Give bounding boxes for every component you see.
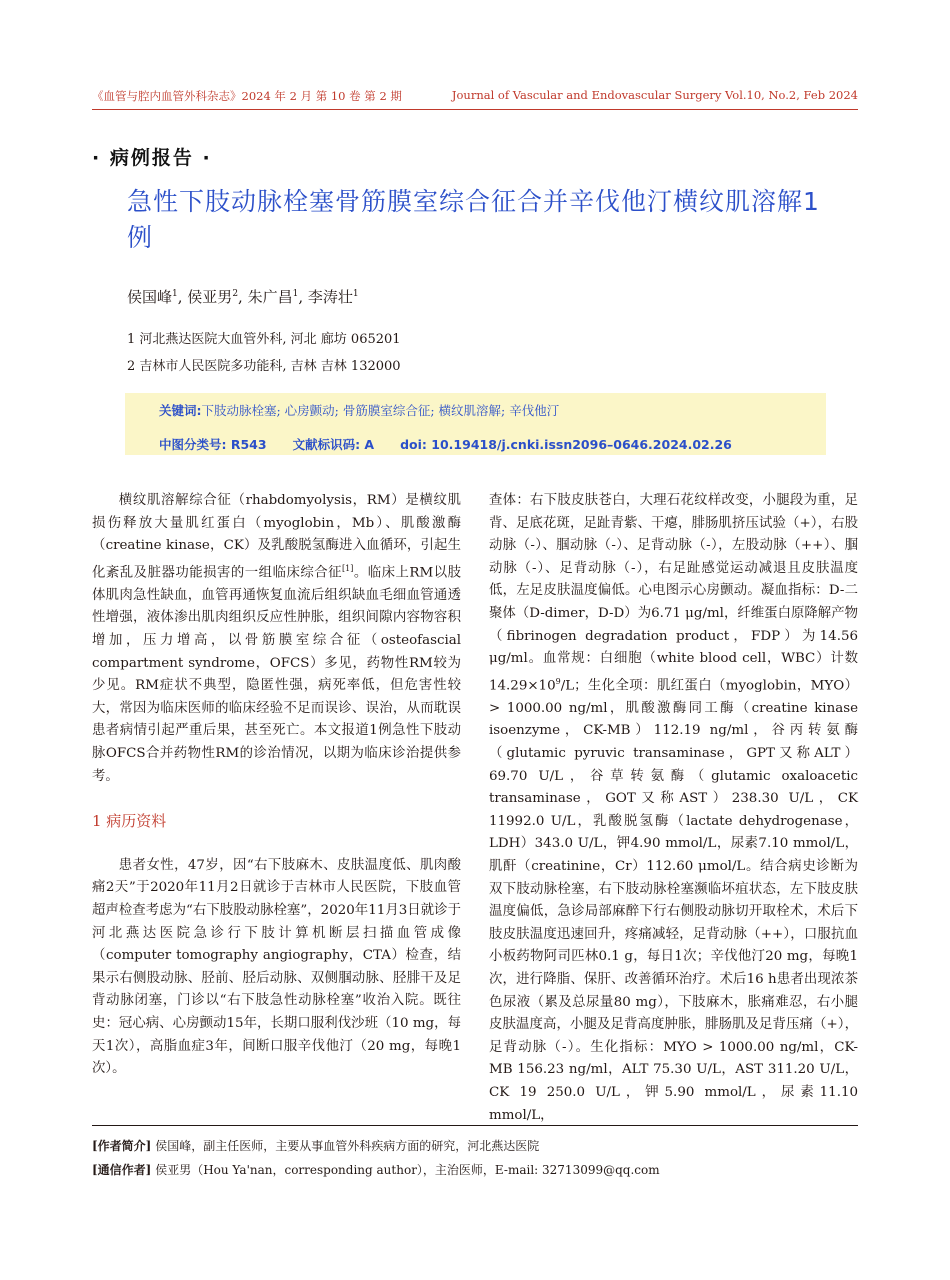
author-list: 侯国峰$^1$, 侯亚男$^2$, 朱广昌$^1$, 李涛壮$^1$ [127, 288, 359, 306]
affiliation-1: 1 河北燕达医院大血管外科, 河北 廊坊 065201 [127, 332, 401, 347]
author-name: 侯亚男 [187, 288, 233, 306]
keywords-text: 下肢动脉栓塞; 心房颤动; 骨筋膜室综合征; 横纹肌溶解; 辛伐他汀 [201, 403, 560, 418]
exam-paragraph [489, 490, 858, 1127]
body-column-right [489, 490, 858, 1127]
exam-text-cont: /L；生化全项：肌红蛋白（myoglobin，MYO）> 1000.00 ng/ml，肌酸激酶同工酶（creatine kinase isoenzyme，CK-MB）112.19 ng/ml，谷丙转氨酶（glutamic pyruvic transaminase，GPT又称ALT）69.70 U/L，谷草转氨酶（glutamic oxaloacetic transaminase，GOT又称AST）238.30 U/L，CK 11992.0 U/L，乳酸脱氢酶（lactate dehydrogenase，LDH）343.0 U/L，钾4.90 mmol/L，尿素7.10 mmol/L，肌酐（creatinine，Cr）112.60 μmol/L。结合病史诊断为双下肢动脉栓塞，右下肢动脉栓塞濒临坏疽状态，左下肢皮肤温度偏低，急诊局部麻醉下行右侧股动脉切开取栓术，术后下肢皮肤温度迅速回升，疼痛减轻，足背动脉（++），口服抗血小板药物阿司匹林0.1 g，每日1次；辛伐他汀20 mg，每晚1次，进行降脂、保肝、改善循环治疗。术后16 h患者出现浓茶色尿液（累及总尿量80 mg），下肢麻木，胀痛难忍，右小腿皮肤温度高，小腿及足背高度肿胀，腓肠肌及足背压痛（+），足背动脉（-）。生化指标：MYO > 1000.00 ng/ml，CK-MB 156.23 ng/ml，ALT 75.30 U/L，AST 311.20 U/L，CK 19 250.0 U/L，钾5.90 mmol/L，尿素11.10 mmol/L， [489, 678, 858, 1123]
author-affil-mark: 1 [172, 289, 178, 299]
exam-text: 查体：右下肢皮肤苍白，大理石花纹样改变，小腿段为重，足背、足底花斑，足趾青紫、干瘪，腓肠肌挤压试验（+），右股动脉（-）、腘动脉（-）、足背动脉（-），左股动脉（++）、腘动脉（-）、足背动脉（-），右足趾感觉运动减退且皮肤温度低，左足皮肤温度偏低。心电图示心房颤动。凝血指标：D-二聚体（D-dimer，D-D）为6.71 μg/ml，纤维蛋白原降解产物（fibrinogen degradation product，FDP）为14.56 μg/ml。血常规：白细胞（white blood cell，WBC）计数14.29×10 [489, 493, 858, 694]
affiliation-2: 2 吉林市人民医院多功能科, 吉林 吉林 132000 [127, 359, 401, 374]
exponent: 9 [555, 676, 561, 686]
keywords-label: 关键词: [159, 403, 202, 418]
doi: doi: 10.19418/j.cnki.issn2096–0646.2024.02.26 [400, 437, 732, 452]
case-paragraph: 患者女性，47岁，因“右下肢麻木、皮肤温度低、肌肉酸痛2天”于2020年11月2日就诊于吉林市人民医院，下肢血管超声检查考虑为“右下肢股动脉栓塞”，2020年11月3日就诊于河北燕达医院急诊行下肢计算机断层扫描血管成像（computer tomography angiography，CTA）检查，结果示右侧股动脉、胫前、胫后动脉、双侧腘动脉、胫腓干及足背动脉闭塞，门诊以“右下肢急性动脉栓塞”收治入院。既往史：冠心病、心房颤动15年，长期口服利伐沙班（10 mg，每天1次），高脂血症3年，间断口服辛伐他汀（20 mg，每晚1次）。 [92, 857, 461, 1077]
intro-text-cont: 。临床上RM以肢体肌肉急性缺血，血管再通恢复血流后组织缺血毛细血管通透性增强，液体渗出肌肉组织反应性肿胀，组织间隙内容物容积增加，压力增高，以骨筋膜室综合征（osteofascial compartment syndrome，OFCS）多见，药物性RM较为少见。RM症状不典型，隐匿性强，病死率低，但危害性较大，常因为临床医师的临床经验不足而误诊、误治，从而耽误患者病情引起严重后果，甚至死亡。本文报道1例急性下肢动脉OFCS合并药物性RM的诊治情况，以期为临床诊治提供参考。 [92, 565, 462, 784]
author-affil-mark: 1 [352, 289, 359, 299]
intro-text: 横纹肌溶解综合征（rhabdomyolysis，RM）是横纹肌损伤释放大量肌红蛋白（myoglobin，Mb）、肌酸激酶（creatine kinase，CK）及乳酸脱氢酶进入血循环，引起生化紊乱及脏器功能损害的一组临床综合征 [92, 493, 461, 581]
author-bio-footnote [92, 1137, 539, 1154]
article-title: 急性下肢动脉栓塞骨筋膜室综合征合并辛伐他汀横纹肌溶解1例 [127, 187, 820, 252]
running-header-right: Journal of Vascular and Endovascular Surgery Vol.10, No.2, Feb 2024 [451, 88, 858, 102]
corresponding-author-footnote [92, 1161, 660, 1178]
document-code: 文献标识码: A [292, 437, 375, 452]
author-name: 朱广昌 [247, 288, 293, 306]
footnote-divider [92, 1125, 858, 1126]
section-heading: 1 病历资料 [92, 812, 167, 831]
footnote-label: [作者简介] [92, 1139, 152, 1153]
footnote-text: 侯亚男（Hou Ya'nan，corresponding author），主治医师，E-mail: 32713099@qq.com [155, 1163, 660, 1177]
intro-paragraph [92, 490, 461, 788]
author-name: 李涛壮 [307, 288, 353, 306]
footnote-text: 侯国峰，副主任医师，主要从事血管外科疾病方面的研究，河北燕达医院 [155, 1139, 540, 1153]
body-column-left [92, 490, 461, 1081]
column-tag: · 病例报告 · [92, 147, 212, 169]
keywords-line [159, 401, 559, 419]
author-affil-mark: 2 [232, 289, 239, 299]
citation-ref: [1] [342, 563, 354, 573]
clc-number: 中图分类号: R543 [159, 437, 267, 452]
author-affil-mark: 1 [292, 289, 299, 299]
keyword-box [125, 393, 826, 455]
footnote-label: [通信作者] [92, 1163, 152, 1177]
classification-line [159, 435, 758, 453]
author-name: 侯国峰 [127, 288, 173, 306]
header-divider [92, 109, 858, 110]
running-header-left: 《血管与腔内血管外科杂志》2024 年 2 月 第 10 卷 第 2 期 [92, 89, 402, 103]
